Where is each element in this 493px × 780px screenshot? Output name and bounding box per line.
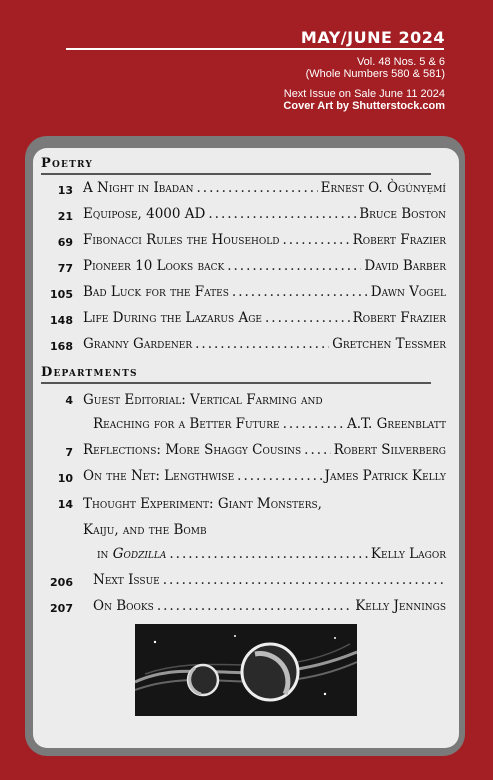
toc-entry[interactable] [0,310,493,336]
leader-dots [265,310,350,326]
leader-dots [197,180,318,196]
entry-author: Gretchen Tessmer [332,336,446,352]
entry-author: Bruce Boston [359,206,446,222]
leader-dots [227,258,361,274]
moons-illustration [135,624,357,716]
leader-dots [304,442,330,458]
entry-title: Fibonacci Rules the Household [83,232,280,248]
entry-title: On Books [93,598,154,614]
toc-entry[interactable] [0,442,493,468]
whole-numbers-line: (Whole Numbers 580 & 581) [305,68,445,80]
entry-author: Robert Frazier [352,232,446,248]
leader-dots [195,336,329,352]
entry-title: Next Issue [93,572,160,588]
toc-entry[interactable] [0,494,493,520]
toc-entry[interactable] [0,232,493,258]
toc-entry[interactable] [0,598,493,624]
film-title: Godzilla [112,546,167,562]
toc-entry[interactable] [0,258,493,284]
entry-title-prefix: in [97,546,113,562]
issue-info [283,56,445,112]
entry-title-line3 [97,546,166,562]
entry-author: Robert Frazier [352,310,446,326]
leader-dots [237,468,321,484]
entry-title-line2: Kaiju, and the Bomb [83,522,207,538]
poetry-rule [41,173,431,175]
entry-title: On the Net: Lengthwise [83,468,235,484]
entry-title: Pioneer 10 Looks back [83,258,225,274]
header [301,28,445,47]
entry-author: Robert Silverberg [333,442,446,458]
entry-author: Dawn Vogel [370,284,446,300]
toc-entry[interactable] [0,468,493,494]
header-rule [66,48,444,50]
next-issue-line: Next Issue on Sale June 11 2024 [283,88,445,100]
entry-author: Ernest O. Ògúnyẹmí [320,180,446,196]
entry-author: James Patrick Kelly [324,468,446,484]
page-number: 206 [50,576,73,589]
toc-entry[interactable] [0,206,493,232]
toc-entry-continued[interactable] [0,416,493,442]
departments-heading: Departments [41,365,138,380]
entry-title: Reflections: More Shaggy Cousins [83,442,302,458]
toc-entry[interactable] [0,572,493,598]
entry-author: Kelly Lagor [370,546,446,562]
page-number: 148 [50,314,73,327]
leader-dots [232,284,368,300]
page-number: 10 [57,472,73,485]
entry-title: Life During the Lazarus Age [83,310,262,326]
entry-author: Kelly Jennings [355,598,446,614]
leader-dots [208,206,356,222]
entry-title-line1: Thought Experiment: Giant Monsters, [83,496,322,512]
page-number: 207 [50,602,73,615]
leader-dots [169,546,368,562]
entry-author: David Barber [364,258,446,274]
toc-entry[interactable] [0,336,493,362]
departments-rule [41,382,431,384]
entry-title-line2: Reaching for a Better Future [93,416,280,432]
cover-art-line: Cover Art by Shutterstock.com [283,100,445,112]
entry-title: Bad Luck for the Fates [83,284,229,300]
page-number: 105 [50,288,73,301]
volume-line: Vol. 48 Nos. 5 & 6 [356,56,445,68]
toc-entry[interactable] [0,284,493,310]
entry-title: Granny Gardener [83,336,193,352]
page-number: 4 [65,394,73,407]
leader-dots [163,572,443,588]
leader-dots [283,416,344,432]
page-number: 69 [57,236,73,249]
toc-entry[interactable] [0,180,493,206]
entry-title: Equipose, 4000 AD [83,206,206,222]
issue-date: MAY/JUNE 2024 [300,28,445,47]
page-number: 168 [50,340,73,353]
leader-dots [282,232,349,248]
toc-entry-continued[interactable] [0,546,493,572]
entry-title-line1: Guest Editorial: Vertical Farming and [83,392,323,408]
page-number: 7 [65,446,73,459]
moons-icon [135,624,357,716]
toc-entry[interactable] [0,390,493,416]
toc-entry-continued[interactable] [0,520,493,546]
entry-title: A Night in Ibadan [83,180,194,196]
page-number: 14 [57,498,73,511]
leader-dots [157,598,352,614]
page-number: 77 [57,262,73,275]
poetry-heading: Poetry [41,156,93,171]
page-number: 13 [57,184,73,197]
page-number: 21 [57,210,73,223]
entry-author: A.T. Greenblatt [347,416,446,432]
